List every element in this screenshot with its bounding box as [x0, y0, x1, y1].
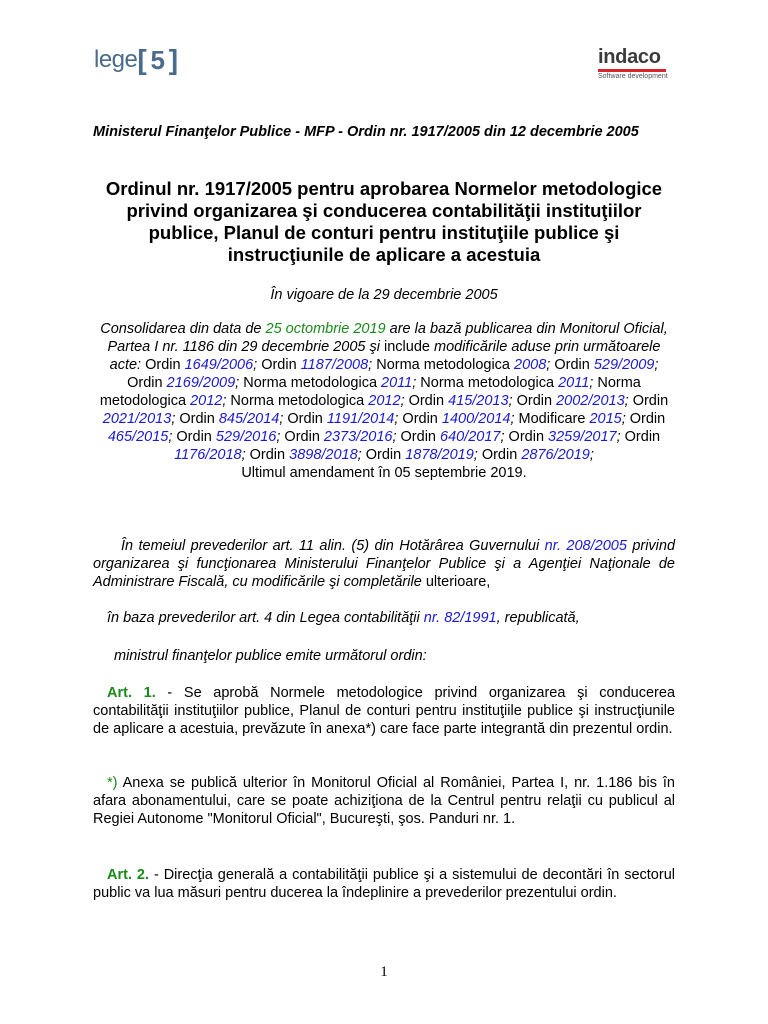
legal-basis-line: [107, 609, 675, 627]
act-label: Norma metodologica: [99, 375, 641, 409]
act-link[interactable]: 2373/2016: [323, 429, 393, 445]
consolidation-date: 25 octombrie 2019: [265, 321, 386, 337]
act-link[interactable]: 2169/2009: [166, 375, 236, 391]
logo-bracket-open: [: [137, 44, 147, 75]
consolidation-text: are la bază publicarea din Monitorul Oficial, Partea I nr. 1186 din 29 decembrie 2005 şi: [107, 321, 668, 355]
act-link[interactable]: 2015: [589, 411, 622, 427]
act-separator: ;: [616, 429, 621, 445]
consolidation-paragraph: [93, 320, 675, 482]
act-label: Ordin: [283, 411, 327, 427]
consolidation-text: Consolidarea din data de: [100, 321, 262, 337]
law-82-1991-link[interactable]: nr. 82/1991: [423, 610, 497, 626]
legal-basis-paragraph: [93, 537, 675, 591]
act-separator: ;: [473, 447, 478, 463]
act-separator: ;: [222, 393, 227, 409]
act-separator: ;: [589, 375, 594, 391]
act-label: Norma metodologica: [239, 375, 382, 391]
article-1-text: - Se aprobă Normele metodologice privind organizarea şi conducerea contabilităţii instituţiilor publice, Planul de conturi pentru instituţiile publice şi instrucţiunile de aplicare a acestuia, prevăzute în anexa*) care face parte integrantă din prezentul ordin.: [93, 685, 676, 737]
acts-list: [100, 357, 668, 463]
act-link[interactable]: 1649/2006: [184, 357, 254, 373]
act-link[interactable]: 1878/2019: [405, 447, 474, 463]
indaco-logo: [598, 47, 678, 81]
act-link[interactable]: 845/2014: [218, 411, 280, 427]
act-link[interactable]: 465/2015: [107, 429, 169, 445]
act-separator: ;: [400, 393, 405, 409]
act-label: Ordin: [396, 429, 441, 445]
act-separator: ;: [276, 429, 281, 445]
act-label: Ordin: [145, 357, 185, 373]
act-link[interactable]: 2876/2019: [521, 447, 590, 463]
act-separator: ;: [624, 393, 629, 409]
act-link[interactable]: 640/2017: [440, 429, 501, 445]
act-link[interactable]: 1191/2014: [326, 411, 395, 427]
act-label: Ordin: [245, 447, 290, 463]
act-separator: ;: [654, 357, 659, 373]
act-label: Ordin: [477, 447, 522, 463]
act-label: Modificare: [514, 411, 590, 427]
act-label: Ordin: [361, 447, 406, 463]
annex-note: [93, 774, 675, 828]
act-separator: ;: [546, 357, 551, 373]
act-separator: ;: [357, 447, 362, 463]
act-label: Ordin: [280, 429, 324, 445]
act-separator: ;: [279, 411, 284, 427]
act-label: Ordin: [127, 375, 167, 391]
act-separator: ;: [253, 357, 258, 373]
act-label: Norma metodologica: [226, 393, 369, 409]
act-label: Ordin: [620, 429, 661, 445]
act-link[interactable]: 2002/2013: [556, 393, 625, 409]
hg-208-2005-link[interactable]: nr. 208/2005: [544, 538, 627, 554]
act-link[interactable]: 529/2009: [593, 357, 655, 373]
act-label: Ordin: [172, 429, 216, 445]
article-1: [93, 684, 675, 738]
document-title: Ordinul nr. 1917/2005 pentru aprobarea Normelor metodologice privind organizarea şi conducerea contabilităţii instituţiilor publice, Planul de conturi pentru instituţiile publice şi instrucţiunile de aplicare a acestuia: [105, 178, 663, 265]
act-link[interactable]: 1400/2014: [441, 411, 511, 427]
act-label: Norma metodologica: [416, 375, 559, 391]
act-separator: ;: [412, 375, 417, 391]
act-link[interactable]: 2011: [381, 375, 413, 391]
act-label: Ordin: [504, 429, 549, 445]
indaco-underline: [598, 69, 666, 72]
act-link[interactable]: 529/2016: [215, 429, 277, 445]
basis-text: ulterioare,: [425, 574, 491, 590]
act-label: Ordin: [625, 411, 666, 427]
basis-text: în baza prevederilor art. 4 din Legea contabilităţii: [107, 610, 420, 626]
logo-bracket-close: ]: [168, 44, 179, 75]
act-label: Ordin: [398, 411, 442, 427]
note-label[interactable]: *): [107, 775, 118, 791]
article-2-text: - Direcţia generală a contabilităţii publice şi a sistemului de decontări în sectorul public va lua măsuri pentru ducerea la îndeplinire a prevederilor prezentului ordin.: [93, 867, 675, 901]
act-separator: ;: [168, 429, 173, 445]
act-label: Ordin: [404, 393, 449, 409]
logo-word: lege: [94, 46, 138, 73]
act-link[interactable]: 2021/2013: [102, 411, 172, 427]
act-link[interactable]: 1187/2008: [300, 357, 369, 373]
basis-text: , republicată,: [496, 610, 580, 626]
consolidation-text: modificările aduse prin următoarele acte:: [109, 339, 661, 373]
act-separator: ;: [171, 411, 176, 427]
consolidation-text: include: [384, 339, 430, 355]
minister-line: ministrul finanţelor publice emite următorul ordin:: [114, 648, 427, 664]
act-label: Norma metodologica: [372, 357, 515, 373]
note-text: Anexa se publică ulterior în Monitorul Oficial al României, Partea I, nr. 1.186 bis în afara abonamentului, care se poate achiziţiona de la Centrul pentru relaţii cu publicul al Regiei Autonome "Monitorul Oficial", Bucureşti, şos. Panduri nr. 1.: [93, 775, 675, 827]
act-label: Ordin: [512, 393, 557, 409]
article-2-label[interactable]: Art. 2.: [107, 867, 149, 883]
act-link[interactable]: 415/2013: [448, 393, 509, 409]
act-label: Ordin: [550, 357, 594, 373]
act-link[interactable]: 2012: [190, 393, 223, 409]
act-link[interactable]: 3259/2017: [548, 429, 617, 445]
act-label: Ordin: [257, 357, 301, 373]
act-link[interactable]: 1176/2018: [174, 447, 242, 463]
act-label: Ordin: [175, 411, 219, 427]
act-separator: ;: [500, 429, 505, 445]
act-link[interactable]: 3898/2018: [289, 447, 358, 463]
act-separator: ;: [508, 393, 513, 409]
page-number: 1: [380, 964, 388, 980]
act-link[interactable]: 2011: [558, 375, 590, 391]
article-1-label[interactable]: Art. 1.: [107, 685, 156, 701]
article-2: [93, 866, 675, 902]
lege5-logo: [94, 42, 189, 78]
indaco-name: indaco: [598, 46, 661, 68]
document-heading: Ministerul Finanţelor Publice - MFP - Ordin nr. 1917/2005 din 12 decembrie 2005: [93, 124, 639, 140]
act-separator: ;: [589, 447, 594, 463]
in-force-date: În vigoare de la 29 decembrie 2005: [270, 287, 498, 303]
act-separator: ;: [235, 375, 240, 391]
act-link[interactable]: 2008: [514, 357, 547, 373]
act-separator: ;: [621, 411, 626, 427]
indaco-tagline: Software development: [598, 73, 668, 80]
act-separator: ;: [510, 411, 515, 427]
logo-number: 5: [150, 44, 165, 75]
act-separator: ;: [241, 447, 246, 463]
act-link[interactable]: 2012: [368, 393, 401, 409]
act-label: Ordin: [628, 393, 669, 409]
last-amendment: Ultimul amendament în 05 septembrie 2019.: [241, 465, 527, 481]
basis-text: privind organizarea şi funcţionarea Ministerului Finanţelor Publice şi a Agenţiei Naţionale de Administrare Fiscală, cu modificările şi completările: [93, 538, 676, 590]
basis-text: În temeiul prevederilor art. 11 alin. (5) din Hotărârea Guvernului: [121, 538, 540, 554]
act-separator: ;: [368, 357, 373, 373]
act-separator: ;: [392, 429, 397, 445]
act-separator: ;: [394, 411, 399, 427]
